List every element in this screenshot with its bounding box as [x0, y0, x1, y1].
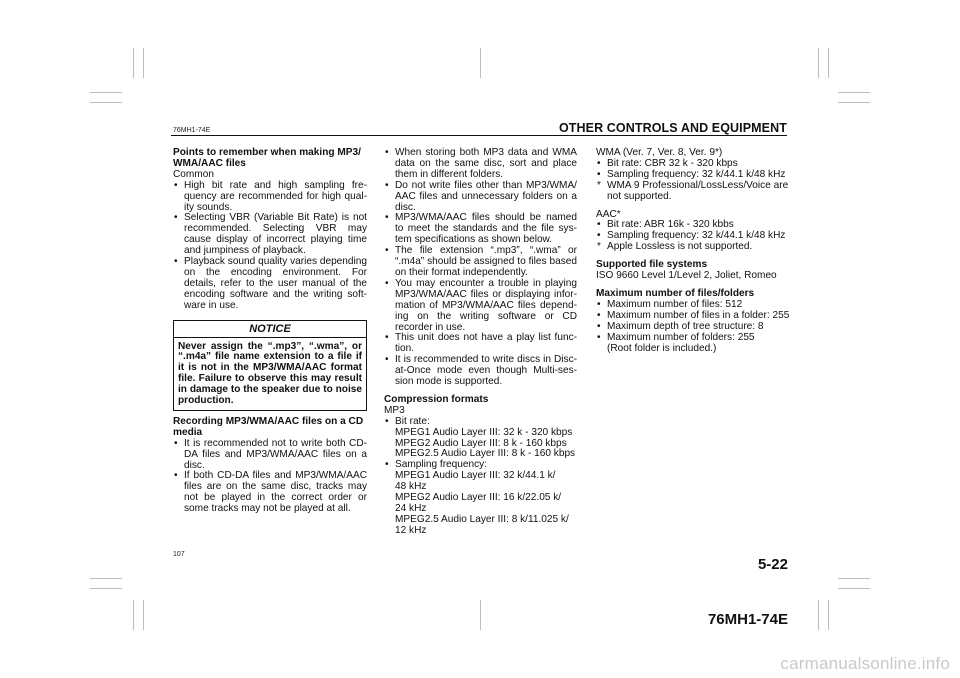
crop-mark [133, 48, 134, 78]
list-item: • It is recommended not to write both CD- DA files and MP3/WMA/AAC files on a disc. [173, 439, 367, 472]
crop-mark [818, 600, 819, 630]
footer-document-code: 76MH1-74E [707, 611, 788, 628]
footnote: * Apple Lossless is not supported. [596, 242, 792, 253]
list-item: • This unit does not have a play list func- tion. [384, 333, 577, 355]
aac-list [596, 220, 792, 253]
spec-line: MPEG1 Audio Layer III: 32 k/44.1 k/ [395, 470, 556, 482]
crop-mark [828, 600, 829, 630]
crop-mark [90, 588, 122, 589]
sampling-label: Sampling frequency: [395, 459, 488, 471]
section-heading-max-files: Maximum number of files/folders [596, 287, 755, 299]
spec-line: 12 kHz [395, 524, 427, 536]
folio-number: 107 [173, 551, 185, 558]
bit-rate-label: Bit rate: [395, 415, 430, 427]
list-item: • The file extension “.mp3”, “.wma” or “.m4a” should be assigned to files based on their format independently. [384, 246, 577, 279]
notice-body: Never assign the “.mp3”, “.wma”, or “.m4a” file name extension to a file if it is not in the MP3/WMA/AAC format file. Failure to observe this may result in damage to the speaker due to noise production. [178, 340, 362, 407]
list-item: • High bit rate and high sampling fre- quency are recommended for high qual- ity sounds. [173, 181, 367, 214]
list-item: • Maximum number of folders: 255 [596, 333, 792, 344]
column-left [173, 148, 367, 515]
notice-box [173, 320, 367, 411]
list-item: • Sampling frequency: 32 k/44.1 k/48 kHz [596, 170, 792, 181]
list-item: • Maximum depth of tree structure: 8 [596, 322, 792, 333]
list-item: • Selecting VBR (Variable Bit Rate) is not recommended. Selecting VBR may cause display of incorrect playing time and jumpiness of playback. [173, 213, 367, 257]
crop-mark [143, 48, 144, 78]
spec-line: MPEG1 Audio Layer III: 32 k - 320 kbps [395, 426, 573, 438]
column-right [596, 148, 792, 354]
list-item: • If both CD-DA files and MP3/WMA/AAC files are on the same disc, tracks may not be played in the correct order or some tracks may not be played at all. [173, 471, 367, 515]
crop-mark [480, 600, 481, 630]
crop-mark [90, 92, 122, 93]
list-item: • Bit rate: ABR 16k - 320 kbbs [596, 220, 792, 231]
list-item: • Maximum number of files: 512 [596, 300, 792, 311]
max-files-list [596, 300, 792, 344]
section-heading-compression: Compression formats [384, 393, 489, 405]
storage-list [384, 148, 577, 388]
section-heading-mp3-tips: Points to remember when making MP3/ WMA/AAC files [173, 147, 361, 169]
crop-mark [838, 102, 870, 103]
section-heading-recording: Recording MP3/WMA/AAC files on a CD media [173, 415, 364, 438]
crop-mark [838, 578, 870, 579]
header-document-code: 76MH1-74E [173, 127, 211, 134]
header-rule [171, 135, 787, 136]
crop-mark [133, 600, 134, 630]
list-item: • Sampling frequency: 32 k/44.1 k/48 kHz [596, 231, 792, 242]
crop-mark [818, 48, 819, 78]
page-title: OTHER CONTROLS AND EQUIPMENT [558, 121, 787, 135]
list-item: • MP3/WMA/AAC files should be named to meet the standards and the file sys- tem specifications as shown below. [384, 213, 577, 246]
spec-line: MPEG2.5 Audio Layer III: 8 k/11.025 k/ [395, 513, 569, 525]
list-item: • Playback sound quality varies depending on the encoding environment. For details, refer to the user manual of the encoding software and the writing soft- ware in use. [173, 257, 367, 312]
crop-mark [143, 600, 144, 630]
max-files-note: (Root folder is included.) [607, 342, 717, 354]
crop-mark [838, 92, 870, 93]
list-item: • It is recommended to write discs in Disc- at-Once mode even though Multi-ses- sion mode is supported. [384, 355, 577, 388]
tips-list [173, 181, 367, 312]
notice-title: NOTICE [174, 321, 366, 338]
list-item-sampling [384, 460, 577, 536]
footnote: * WMA 9 Professional/LossLess/Voice are not supported. [596, 181, 792, 203]
section-heading-file-systems: Supported file systems [596, 259, 708, 271]
column-middle [384, 148, 577, 537]
spec-line: MPEG2 Audio Layer III: 16 k/22.05 k/ [395, 492, 562, 504]
list-item: • When storing both MP3 data and WMA data on the same disc, sort and place them in different folders. [384, 148, 577, 181]
subheading-mp3: MP3 [384, 404, 405, 416]
watermark: carmanualsonline.info [780, 654, 950, 673]
spec-line: 24 kHz [395, 503, 427, 514]
subheading-common: Common [173, 168, 214, 180]
wma-title: WMA (Ver. 7, Ver. 8, Ver. 9*) [596, 147, 723, 158]
list-item: • Do not write files other than MP3/WMA/ AAC files and unnecessary folders on a disc. [384, 181, 577, 214]
spec-line: 48 kHz [395, 481, 427, 493]
list-item: • Maximum number of files in a folder: 255 [596, 311, 792, 322]
mp3-spec-list [384, 417, 577, 537]
list-item: • You may encounter a trouble in playing MP3/WMA/AAC files or displaying infor- mation of MP3/WMA/AAC files depend- ing on the writing software or CD recorder in use. [384, 279, 577, 334]
wma-list [596, 159, 792, 203]
crop-mark [90, 578, 122, 579]
page-number: 5-22 [757, 556, 788, 573]
crop-mark [828, 48, 829, 78]
spec-line: MPEG2.5 Audio Layer III: 8 k - 160 kbps [395, 448, 576, 460]
aac-title: AAC* [596, 208, 621, 220]
list-item: • Bit rate: CBR 32 k - 320 kbps [596, 159, 792, 170]
spec-line: MPEG2 Audio Layer III: 8 k - 160 kbps [395, 437, 567, 449]
crop-mark [480, 48, 481, 78]
list-item-bit-rate [384, 417, 577, 461]
recording-list [173, 439, 367, 515]
crop-mark [838, 588, 870, 589]
crop-mark [90, 102, 122, 103]
file-systems-text: ISO 9660 Level 1/Level 2, Joliet, Romeo [596, 270, 777, 282]
